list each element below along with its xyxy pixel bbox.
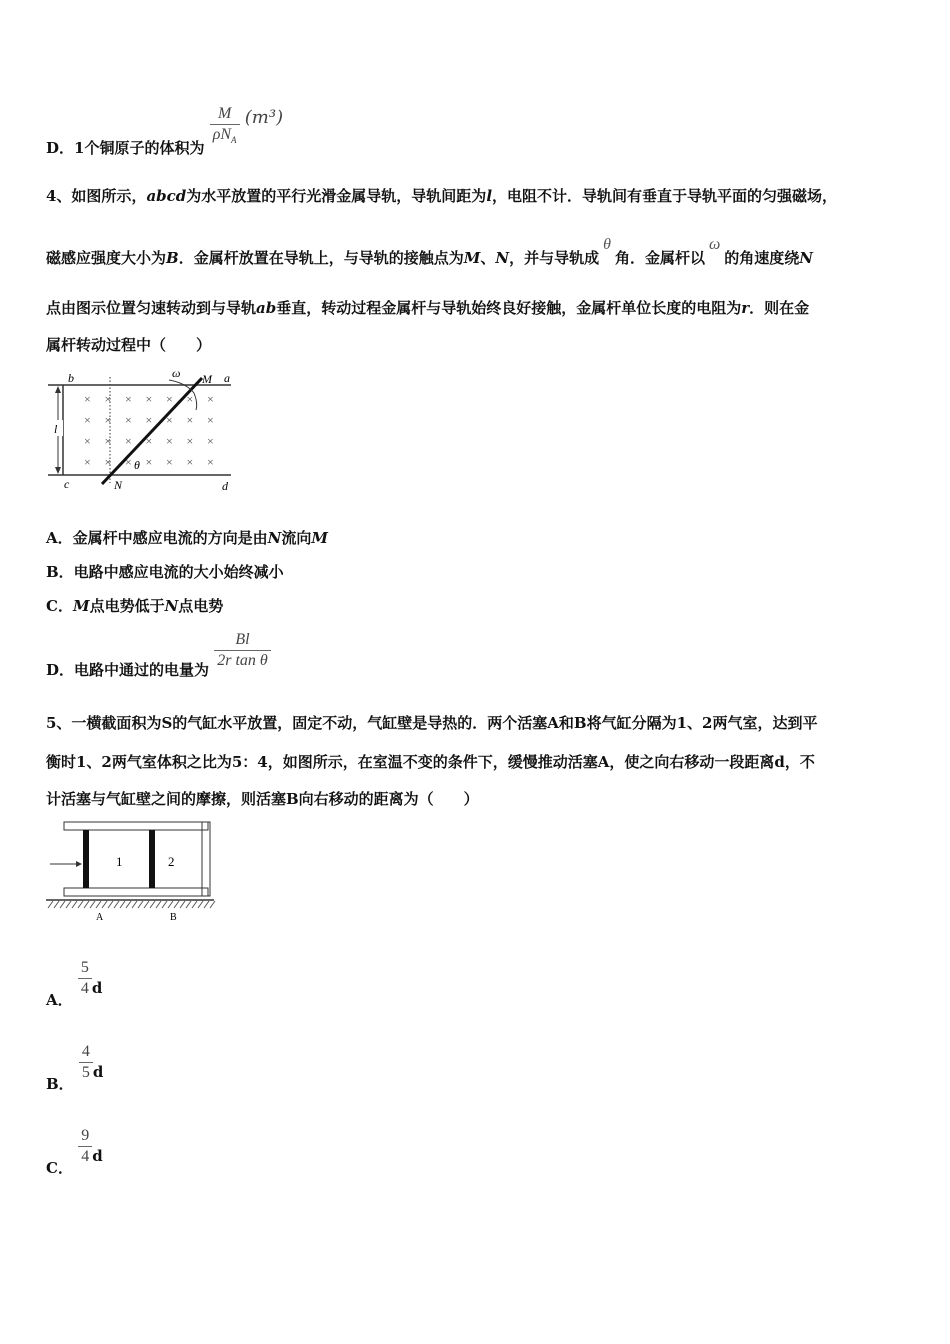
q5-line1: 5、一横截面积为S的气缸水平放置，固定不动，气缸壁是导热的．两个活塞A和B将气缸分隔为1、2两气室，达到平 bbox=[46, 714, 818, 732]
label-theta: θ bbox=[134, 458, 140, 472]
ground-hatch bbox=[102, 901, 107, 908]
ground-hatch bbox=[132, 901, 137, 908]
ground-hatch bbox=[144, 901, 149, 908]
ground-hatch bbox=[114, 901, 119, 908]
field-cross-icon: × bbox=[207, 413, 214, 427]
ground-hatch bbox=[72, 901, 77, 908]
ground-hatch bbox=[150, 901, 155, 908]
field-cross-icon: × bbox=[104, 434, 112, 448]
ground-hatch bbox=[90, 901, 95, 908]
text: ，并与导轨成 bbox=[509, 249, 600, 267]
q4-line2 bbox=[46, 236, 813, 269]
field-cross-icon: × bbox=[186, 413, 194, 427]
ground-hatch bbox=[168, 901, 173, 908]
label-l: l bbox=[54, 422, 58, 436]
unit: d bbox=[91, 978, 103, 997]
ground-hatch bbox=[162, 901, 167, 908]
formula-fraction bbox=[214, 630, 271, 671]
text: C． bbox=[46, 597, 73, 615]
label-c: c bbox=[64, 477, 70, 490]
numerator: 4 bbox=[81, 1043, 90, 1060]
text: A．金属杆中感应电流的方向是由 bbox=[46, 529, 268, 547]
text: 磁感应强度大小为 bbox=[46, 249, 167, 267]
q4-option-b[interactable]: B．电路中感应电流的大小始终减小 bbox=[46, 563, 284, 581]
ground-hatch bbox=[96, 901, 101, 908]
q4-option-c[interactable] bbox=[46, 596, 223, 616]
ground-hatch bbox=[84, 901, 89, 908]
var: B bbox=[166, 249, 179, 267]
text: ，电阻不计．导轨间有垂直于导轨平面的匀强磁场， bbox=[492, 187, 838, 205]
label-M: M bbox=[202, 372, 212, 386]
field-cross-icon: × bbox=[104, 392, 112, 406]
formula-fraction bbox=[210, 104, 240, 150]
ground-hatch bbox=[126, 901, 131, 908]
field-cross-icon: × bbox=[84, 455, 91, 469]
text: 的角速度绕 bbox=[724, 249, 800, 267]
option-label: D．1个铜原子的体积为 bbox=[46, 139, 205, 158]
var: M bbox=[311, 529, 328, 547]
q5-line2: 衡时1、2两气室体积之比为5：4，如图所示，在室温不变的条件下，缓慢推动活塞A，使之向右移动一段距离d，不 bbox=[46, 753, 815, 771]
option-label: A． bbox=[46, 990, 73, 1009]
field-cross-icon: × bbox=[186, 392, 194, 406]
field-cross-icon: × bbox=[84, 434, 91, 448]
unit: d bbox=[92, 1146, 103, 1165]
field-cross-icon: × bbox=[125, 455, 132, 469]
q5-option-a[interactable] bbox=[46, 958, 103, 1009]
field-cross-icon: × bbox=[145, 455, 153, 469]
var: abcd bbox=[146, 187, 187, 205]
field-cross-icon: × bbox=[207, 392, 214, 406]
ground-hatch bbox=[210, 901, 215, 908]
ground-hatch bbox=[204, 901, 209, 908]
field-cross-icon: × bbox=[166, 413, 173, 427]
numerator: Bl bbox=[235, 631, 250, 648]
field-cross-icon: × bbox=[166, 392, 173, 406]
text: ．则在金 bbox=[749, 299, 810, 317]
q4-option-a[interactable] bbox=[46, 528, 328, 548]
ground-hatch bbox=[54, 901, 59, 908]
text: 为水平放置的平行光滑金属导轨，导轨间距为 bbox=[186, 187, 487, 205]
formula-fraction bbox=[78, 958, 92, 999]
q4-line4: 属杆转动过程中（ ） bbox=[46, 336, 212, 354]
ground-hatch bbox=[198, 901, 203, 908]
q4-line1 bbox=[46, 186, 837, 206]
field-cross-icon: × bbox=[104, 455, 112, 469]
ground-hatch bbox=[156, 901, 161, 908]
ground-hatch bbox=[180, 901, 185, 908]
text: ．金属杆放置在导轨上，与导轨的接触点为 bbox=[178, 249, 464, 267]
denominator bbox=[210, 124, 240, 150]
q5-option-c[interactable] bbox=[46, 1126, 103, 1177]
formula-fraction bbox=[78, 1126, 92, 1167]
piston-a-label: A bbox=[96, 912, 104, 923]
text: 点由图示位置匀速转动到与导轨 bbox=[46, 299, 257, 317]
field-cross-icon: × bbox=[207, 434, 214, 448]
field-cross-icon: × bbox=[125, 434, 132, 448]
field-cross-icon: × bbox=[186, 455, 194, 469]
denominator: 4 bbox=[78, 978, 92, 999]
text: 点电势 bbox=[178, 597, 224, 615]
option-label: B． bbox=[46, 1074, 74, 1093]
field-cross-icon: × bbox=[84, 392, 91, 406]
var: N bbox=[799, 249, 813, 267]
chamber-1-label: 1 bbox=[116, 854, 123, 869]
denominator: 2r tan θ bbox=[214, 650, 271, 671]
field-cross-icon: × bbox=[145, 413, 153, 427]
q5-line3: 计活塞与气缸壁之间的摩擦，则活塞B向右移动的距离为（ ） bbox=[46, 790, 479, 808]
ground-hatch bbox=[120, 901, 125, 908]
ground-hatch bbox=[60, 901, 65, 908]
q4-line3 bbox=[46, 298, 809, 318]
ground-hatch bbox=[192, 901, 197, 908]
field-cross-icon: × bbox=[104, 413, 112, 427]
field-cross-icon: × bbox=[186, 434, 194, 448]
den-text: ρN bbox=[212, 126, 232, 143]
field-cross-icon: × bbox=[84, 413, 91, 427]
field-cross-icon: × bbox=[207, 455, 214, 469]
var: ab bbox=[256, 299, 277, 317]
text: D．电路中通过的电量为 bbox=[46, 660, 210, 679]
var: M bbox=[72, 597, 90, 615]
label-a: a bbox=[224, 371, 230, 385]
ground-hatch bbox=[78, 901, 83, 908]
text: 、 bbox=[480, 249, 496, 267]
label-N: N bbox=[114, 478, 123, 490]
text: 流向 bbox=[281, 529, 312, 547]
text: 4、如图所示， bbox=[46, 187, 147, 205]
ground-hatch bbox=[138, 901, 143, 908]
numerator: 5 bbox=[80, 959, 89, 976]
field-cross-icon: × bbox=[125, 413, 132, 427]
ground-hatch bbox=[186, 901, 191, 908]
option-label: C． bbox=[46, 1158, 73, 1177]
q3-option-d[interactable] bbox=[46, 104, 284, 158]
denominator: 4 bbox=[78, 1146, 92, 1167]
var: N bbox=[495, 249, 510, 267]
cylinder-figure bbox=[46, 818, 218, 924]
q5-option-b[interactable] bbox=[46, 1042, 104, 1093]
field-cross-icon: × bbox=[145, 392, 153, 406]
unit: d bbox=[92, 1062, 104, 1081]
ground-hatch bbox=[108, 901, 113, 908]
chamber-2-label: 2 bbox=[168, 854, 175, 869]
label-omega: ω bbox=[172, 366, 181, 380]
denominator: 5 bbox=[79, 1062, 93, 1083]
ground-hatch bbox=[66, 901, 71, 908]
text: 垂直，转动过程金属杆与导轨始终良好接触，金属杆单位长度的电阻为 bbox=[276, 299, 742, 317]
numerator: M bbox=[217, 105, 232, 122]
text: 点电势低于 bbox=[89, 597, 165, 615]
var: N bbox=[164, 597, 179, 615]
q4-option-d[interactable] bbox=[46, 630, 271, 679]
label-d: d bbox=[222, 479, 228, 490]
rail-figure bbox=[46, 365, 236, 490]
var: r bbox=[741, 299, 750, 317]
var: M bbox=[463, 249, 481, 267]
theta-symbol: θ bbox=[603, 236, 611, 253]
formula-fraction bbox=[79, 1042, 93, 1083]
piston-b-label: B bbox=[170, 912, 177, 923]
den-sub: A bbox=[231, 135, 237, 146]
field-cross-icon: × bbox=[166, 455, 173, 469]
text: 角．金属杆以 bbox=[614, 249, 705, 267]
unit: (m³) bbox=[244, 107, 284, 129]
ground-hatch bbox=[48, 901, 53, 908]
label-b: b bbox=[68, 371, 74, 385]
field-cross-icon: × bbox=[145, 434, 153, 448]
var: N bbox=[267, 529, 282, 547]
omega-symbol: ω bbox=[708, 236, 721, 253]
field-cross-icon: × bbox=[125, 392, 132, 406]
var: l bbox=[486, 187, 493, 205]
ground-hatch bbox=[174, 901, 179, 908]
field-cross-icon: × bbox=[166, 434, 173, 448]
numerator: 9 bbox=[81, 1127, 90, 1144]
